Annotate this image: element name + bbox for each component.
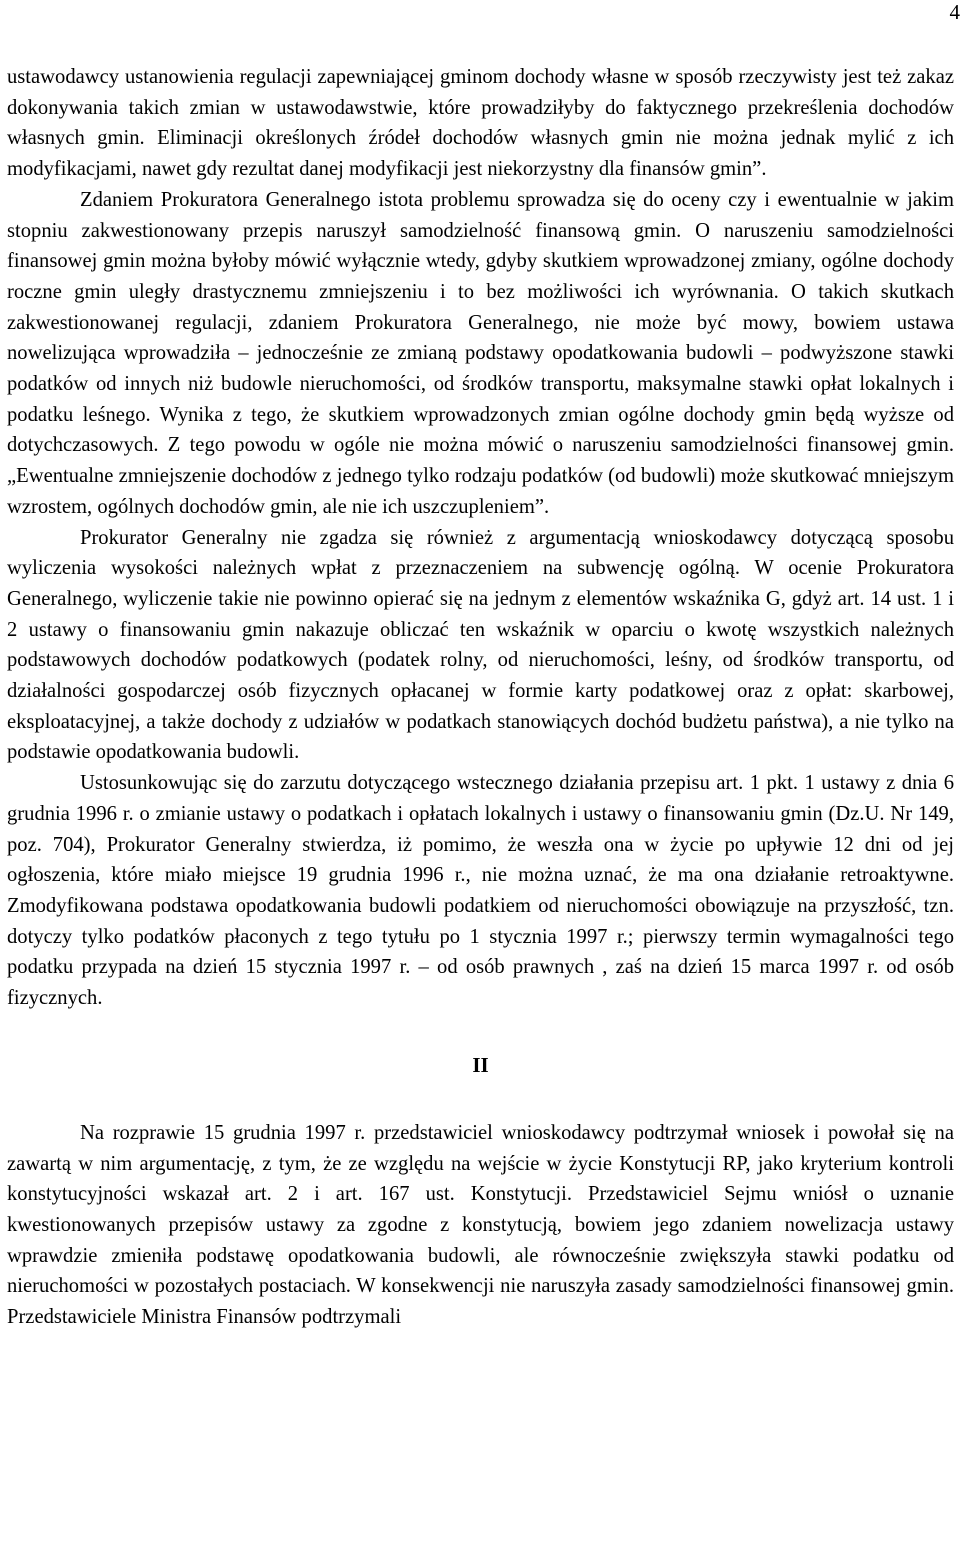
paragraph-5: Na rozprawie 15 grudnia 1997 r. przedstawiciel wnioskodawcy podtrzymał wniosek i powołał się na zawartą w nim argumentację, z tym, że ze względu na wejście w życie Konstytucji RP, jako kryterium kontroli konstytucyjności wskazał art. 2 i art. 167 ust. Konstytucji. Przedstawiciel Sejmu wniósł o uznanie kwestionowanych przepisów ustawy za zgodne z konstytucją, bowiem jego zdaniem nowelizacja ustawy wprawdzie zmieniła podstawę opodatkowania budowli, ale równocześnie zwiększyła stawki podatku od nieruchomości w pozostałych postaciach. W konsekwencji nie naruszyła zasady samodzielności finansowej gmin. Przedstawiciele Ministra Finansów podtrzymali [7, 1121, 954, 1329]
section-heading: II [472, 1052, 489, 1077]
section-spacer [7, 1110, 954, 1118]
paragraph-3: Prokurator Generalny nie zgadza się również z argumentacją wnioskodawcy dotyczącą sposobu wyliczenia wysokości należnych wpłat z przeznaczeniem na subwencję ogólną. W ocenie Prokuratora Generalnego, wyliczenie takie nie powinno opierać się na jednym z elementów wskaźnika G, gdyż art. 14 ust. 1 i 2 ustawy o finansowaniu gmin nakazuje obliczać ten wskaźnik w oparciu o kwotę wszystkich należnych podstawowych dochodów podatkowych (podatek rolny, od nieruchomości, leśny, od środków transportu, od działalności gospodarczej osób fizycznych opłacanej w formie karty podatkowej oraz z opłat: skarbowej, eksploatacyjnej, a także dochody z udziałów w podatkach stanowiących dochód budżetu państwa), a nie tylko na podstawie opodatkowania budowli. [7, 526, 954, 764]
page-number: 4 [949, 0, 960, 24]
paragraph-4: Ustosunkowując się do zarzutu dotyczącego wstecznego działania przepisu art. 1 pkt. 1 ustawy z dnia 6 grudnia 1996 r. o zmianie ustawy o podatkach i opłatach lokalnych i ustawy o finansowaniu gmin (Dz.U. Nr 149, poz. 704), Prokurator Generalny stwierdza, iż pomimo, że weszła ona w życie po upływie 12 dni od jej ogłoszenia, które miało miejsce 19 grudnia 1996 r., nie można uznać, że ma ona działanie retroaktywne. Zmodyfikowana podstawa opodatkowania budowli podatkiem od nieruchomości obowiązuje na przyszłość, tzn. dotyczy tylko podatków płaconych z tego tytułu po 1 stycznia 1997 r.; pierwszy termin wymagalności tego podatku przypada na dzień 15 stycznia 1997 r. – od osób prawnych , zaś na dzień 15 marca 1997 r. od osób fizycznych. [7, 772, 954, 1010]
paragraph-1: ustawodawcy ustanowienia regulacji zapewniającej gminom dochody własne w sposób rzeczywisty jest też zakaz dokonywania takich zmian w ustawodawstwie, które prowadziłyby do faktycznego przekreślenia dochodów własnych gmin. Eliminacji określonych źródeł dochodów własnych gmin nie można jednak mylić z ich modyfikacjami, nawet gdy rezultat danej modyfikacji jest niekorzystny dla finansów gmin”. [7, 66, 954, 181]
document-body [7, 62, 954, 1333]
paragraph-2: Zdaniem Prokuratora Generalnego istota problemu sprowadza się do oceny czy i ewentualnie w jakim stopniu zakwestionowany przepis naruszył samodzielność finansową gmin. O naruszeniu samodzielności finansowej gmin można byłoby mówić wyłącznie wtedy, gdyby skutkiem wprowadzonej zmiany, ogólne dochody roczne gmin uległy drastycznemu zmniejszeniu i to bez możliwości ich wyrównania. O takich skutkach zakwestionowanej regulacji, zdaniem Prokuratora Generalnego, nie może być mowy, bowiem ustawa nowelizująca wprowadziła – jednocześnie ze zmianą podstawy opodatkowania budowli – podwyższone stawki podatków od innych niż budowle nieruchomości, od środków transportu, maksymalne stawki opłat lokalnych i podatku leśnego. Wynika z tego, że skutkiem wprowadzonych zmian ogólne dochody gmin będą wyższe od dotychczasowych. Z tego powodu w ogóle nie można mówić o naruszeniu samodzielności finansowej gmin. „Ewentualne zmniejszenie dochodów z jednego tylko rodzaju podatków (od budowli) może skutkować mniejszym wzrostem, ogólnych dochodów gmin, ale nie ich uszczupleniem”. [7, 188, 954, 518]
